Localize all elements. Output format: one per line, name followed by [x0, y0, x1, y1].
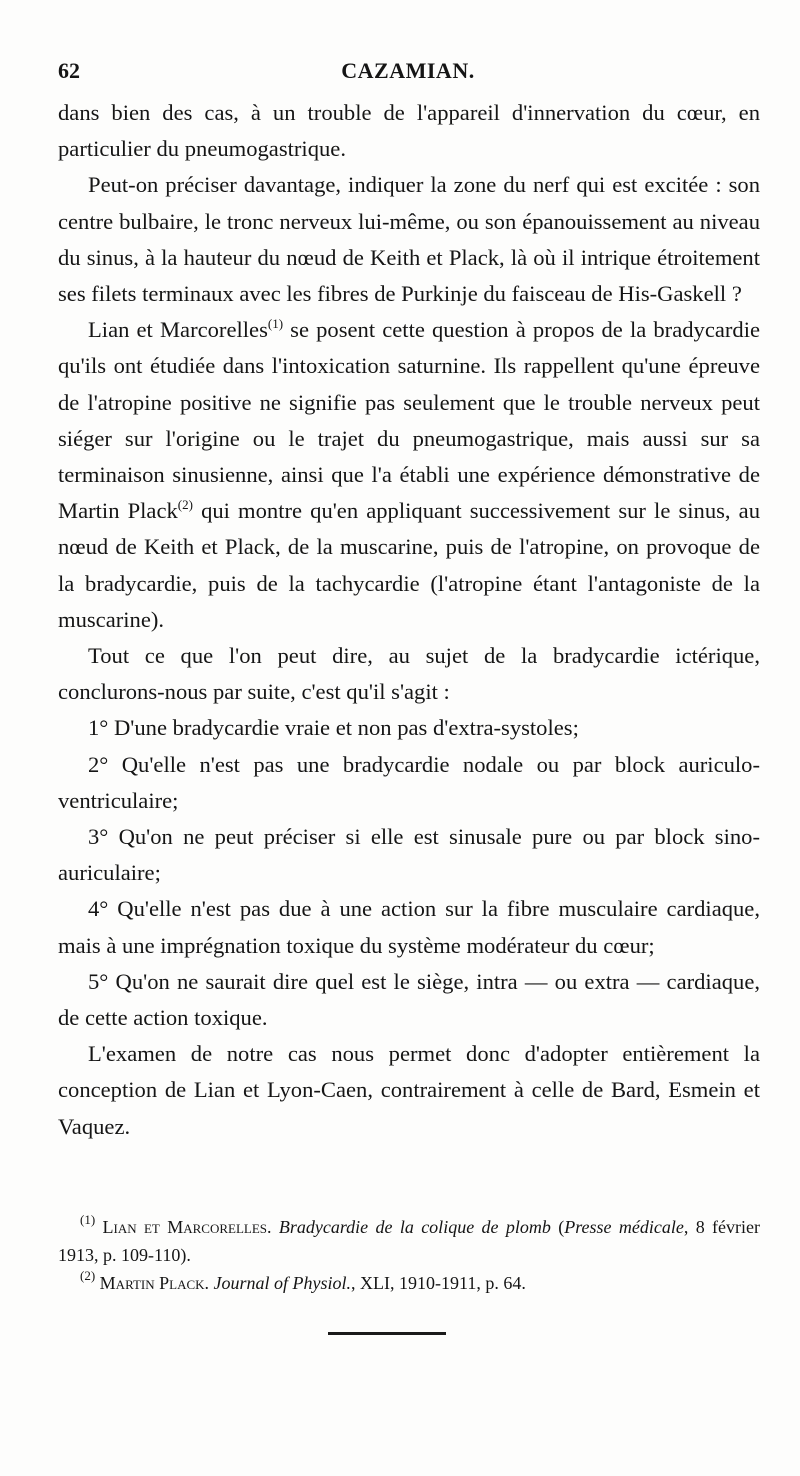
footnote-title: Bradycardie de la colique de plomb [278, 1217, 551, 1237]
footnote-details: , 8 février 1913, p. 109-110). [58, 1217, 761, 1265]
paragraph-continuation: dans bien des cas, à un trouble de l'appareil d'innervation du cœur, en particulier du pneumogastrique. [58, 100, 760, 162]
page-header [58, 58, 758, 88]
list-item: 2° Qu'elle n'est pas une bradycardie nodale ou par block auriculo-ventriculaire; [58, 751, 760, 813]
footnote-authors: Martin Plack. [99, 1273, 210, 1293]
footnotes [58, 1213, 760, 1297]
paragraph-lian-marcorelles [58, 312, 760, 638]
footnote-2 [58, 1269, 760, 1297]
list-item: 1° D'une bradycardie vraie et non pas d'extra-systoles; [88, 715, 579, 741]
paragraph-question: Peut-on préciser davantage, indiquer la zone du nerf qui est excitée : son centre bulbaire, le tronc nerveux lui-même, ou son épanouissement au niveau du sinus, à la hauteur du nœud de Keith et Plack, là où il intrique étroitement ses filets terminaux avec les fibres de Purkinje du faisceau de His-Gaskell ? [58, 172, 760, 307]
paragraph-text: se posent cette question à propos de la bradycardie qu'ils ont étudiée dans l'intoxication saturnine. Ils rappellent qu'une épreuve de l'atropine positive ne signifie pas seulement que le trouble nerveux peut siéger sur l'origine ou le trajet du pneumogastrique, mais aussi sur sa terminaison sinusienne, ainsi que l'a établi une expérience démonstrative de Martin Plack [58, 317, 761, 524]
paragraph-final: L'examen de notre cas nous permet donc d'adopter entièrement la conception de Lian et Lyon-Caen, contrairement à celle de Bard, Esmein et Vaquez. [58, 1041, 760, 1139]
paragraph-text: qui montre qu'en appliquant successivement sur le sinus, au nœud de Keith et Plack, de la muscarine, puis de l'atropine, on provoque de la bradycardie, puis de la tachycardie (l'atropine étant l'antagoniste de la muscarine). [58, 498, 760, 632]
footnote-mark: (1) [80, 1212, 96, 1227]
footnote-ref-1[interactable]: (1) [267, 316, 284, 332]
list-item: 3° Qu'on ne peut préciser si elle est sinusale pure ou par block sino-auriculaire; [58, 824, 760, 886]
list-item: 4° Qu'elle n'est pas due à une action sur la fibre musculaire cardiaque, mais à une imprégnation toxique du système modérateur du cœur; [58, 896, 760, 958]
list-item: 5° Qu'on ne saurait dire quel est le siège, intra — ou extra — cardiaque, de cette action toxique. [58, 968, 760, 1031]
footnote-mark: (2) [80, 1268, 96, 1283]
paragraph-conclusion-intro: Tout ce que l'on peut dire, au sujet de la bradycardie ictérique, conclurons-nous par suite, c'est qu'il s'agit : [58, 643, 760, 705]
running-head: CAZAMIAN. [341, 58, 475, 83]
footnote-journal: Presse médicale [564, 1217, 684, 1237]
page-number: 62 [58, 58, 80, 83]
paragraph-text: Lian et Marcorelles [88, 317, 268, 343]
footnote-1: $^{(1)}$ Lian et Marcorelles. Bradycardie de la colique de plomb (Presse médicale, 8 février 1913, p. 109-110). [58, 1212, 761, 1265]
footnote-journal: Journal of Physiol. [213, 1273, 352, 1293]
footnote-details: , XLI, 1910-1911, p. 64. [351, 1273, 526, 1293]
footnote-ref-2[interactable]: (2) [177, 497, 193, 513]
body-text [58, 95, 760, 1145]
footnote-authors: Lian et Marcorelles. [102, 1217, 272, 1237]
end-rule [328, 1332, 446, 1335]
